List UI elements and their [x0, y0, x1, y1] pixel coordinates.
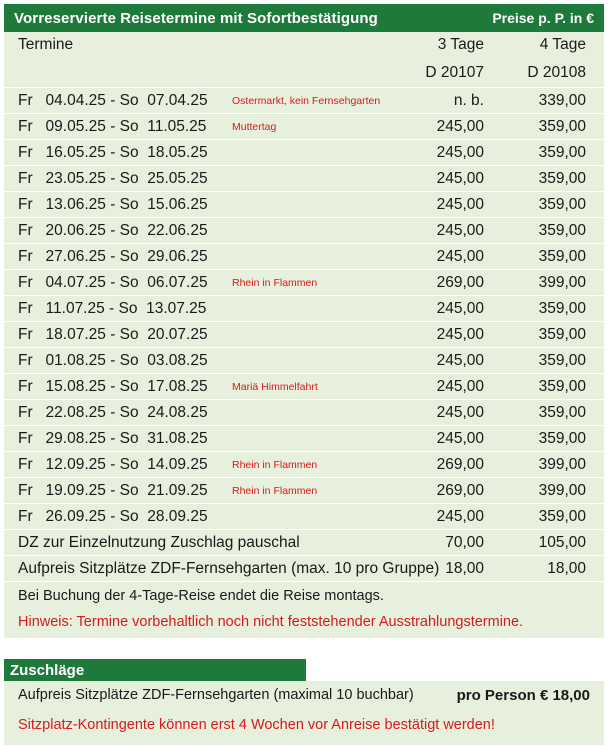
row-date: Fr 29.08.25 - So 31.08.25 [18, 429, 208, 447]
row-price-3-tage: 245,00 [436, 143, 484, 161]
table-title: Vorreservierte Reisetermine mit Sofortbestätigung [14, 9, 378, 27]
table-row [4, 374, 604, 400]
row-date: Fr 23.05.25 - So 25.05.25 [18, 169, 208, 187]
row-note: Mariä Himmelfahrt [232, 380, 318, 393]
row-price-3-tage: 269,00 [436, 273, 484, 291]
row-price-4-tage: 359,00 [538, 247, 586, 265]
price-note: Preise p. P. in € [492, 10, 594, 26]
table-row [4, 426, 604, 452]
row-price-3-tage: 245,00 [436, 169, 484, 187]
row-price-3-tage: 245,00 [436, 325, 484, 343]
extra-price-3: 70,00 [445, 533, 484, 551]
row-price-3-tage: 269,00 [436, 455, 484, 473]
zuschlaege-label: Aufpreis Sitzplätze ZDF-Fernsehgarten (maximal 10 buchbar) [18, 687, 414, 703]
row-price-3-tage: 245,00 [436, 429, 484, 447]
table-row [4, 452, 604, 478]
row-date: Fr 27.06.25 - So 29.06.25 [18, 247, 208, 265]
zuschlaege-line [4, 681, 604, 707]
table-header-bar [4, 4, 604, 32]
column-termine: Termine [18, 36, 74, 53]
column-3-tage: 3 Tage [437, 36, 484, 53]
row-note: Ostermarkt, kein Fernsehgarten [232, 94, 381, 107]
table-row [4, 192, 604, 218]
row-price-4-tage: 359,00 [538, 377, 586, 395]
hinweis-note: Hinweis: Termine vorbehaltlich noch nicht feststehender Ausstrahlungstermine. [18, 614, 524, 630]
booking-note: Bei Buchung der 4-Tage-Reise endet die Reise montags. [18, 588, 384, 604]
row-price-3-tage: 245,00 [436, 195, 484, 213]
zuschlaege-header: Zuschläge [4, 659, 306, 681]
row-price-4-tage: 359,00 [538, 429, 586, 447]
table-row [4, 244, 604, 270]
row-date: Fr 26.09.25 - So 28.09.25 [18, 507, 208, 525]
table-row [4, 114, 604, 140]
table-row [4, 296, 604, 322]
extra-row-einzelnutzung [4, 530, 604, 556]
row-price-3-tage: 245,00 [436, 377, 484, 395]
row-price-3-tage: n. b. [453, 91, 484, 109]
row-price-4-tage: 359,00 [538, 403, 586, 421]
table-row [4, 504, 604, 530]
code-4-tage: D 20108 [527, 63, 586, 81]
row-price-4-tage: 359,00 [538, 325, 586, 343]
row-price-4-tage: 399,00 [538, 455, 586, 473]
zuschlaege-body [4, 681, 604, 745]
row-date: Fr 22.08.25 - So 24.08.25 [18, 403, 208, 421]
extra-row-sitzplaetze [4, 556, 604, 582]
row-date: Fr 11.07.25 - So 13.07.25 [18, 299, 207, 317]
column-code-row [4, 58, 604, 88]
row-price-3-tage: 245,00 [436, 299, 484, 317]
row-price-3-tage: 245,00 [436, 117, 484, 135]
row-date: Fr 04.04.25 - So 07.04.25 [18, 91, 208, 109]
row-date: Fr 12.09.25 - So 14.09.25 [18, 455, 208, 473]
table-row [4, 400, 604, 426]
table-row [4, 140, 604, 166]
row-price-3-tage: 245,00 [436, 351, 484, 369]
row-price-4-tage: 359,00 [538, 169, 586, 187]
extra-label: DZ zur Einzelnutzung Zuschlag pauschal [18, 533, 300, 551]
row-price-4-tage: 399,00 [538, 273, 586, 291]
row-price-3-tage: 245,00 [436, 507, 484, 525]
row-date: Fr 19.09.25 - So 21.09.25 [18, 481, 208, 499]
code-3-tage: D 20107 [425, 63, 484, 81]
row-note: Muttertag [232, 120, 277, 133]
column-header-row [4, 32, 604, 58]
row-date: Fr 16.05.25 - So 18.05.25 [18, 143, 208, 161]
row-note: Rhein in Flammen [232, 276, 318, 289]
row-price-4-tage: 359,00 [538, 143, 586, 161]
row-price-3-tage: 245,00 [436, 247, 484, 265]
extra-price-3: 18,00 [445, 559, 484, 577]
row-price-3-tage: 269,00 [436, 481, 484, 499]
row-price-3-tage: 245,00 [436, 403, 484, 421]
table-row [4, 348, 604, 374]
row-price-4-tage: 359,00 [538, 117, 586, 135]
row-note: Rhein in Flammen [232, 458, 318, 471]
column-4-tage: 4 Tage [539, 36, 586, 53]
row-price-4-tage: 359,00 [538, 507, 586, 525]
extra-price-4: 18,00 [547, 559, 586, 577]
price-table [4, 4, 604, 638]
table-row [4, 322, 604, 348]
row-date: Fr 20.06.25 - So 22.06.25 [18, 221, 208, 239]
row-date: Fr 15.08.25 - So 17.08.25 [18, 377, 208, 395]
date-rows [4, 88, 604, 530]
row-price-3-tage: 245,00 [436, 221, 484, 239]
row-date: Fr 18.07.25 - So 20.07.25 [18, 325, 208, 343]
table-row [4, 88, 604, 114]
row-price-4-tage: 359,00 [538, 299, 586, 317]
row-price-4-tage: 339,00 [538, 91, 586, 109]
table-row [4, 478, 604, 504]
table-row [4, 218, 604, 244]
row-price-4-tage: 359,00 [538, 351, 586, 369]
row-price-4-tage: 399,00 [538, 481, 586, 499]
row-date: Fr 01.08.25 - So 03.08.25 [18, 351, 208, 369]
zuschlaege-warning: Sitzplatz-Kontingente können erst 4 Wochen vor Anreise bestätigt werden! [18, 717, 495, 733]
row-price-4-tage: 359,00 [538, 195, 586, 213]
row-date: Fr 13.06.25 - So 15.06.25 [18, 195, 208, 213]
extra-price-4: 105,00 [538, 533, 586, 551]
table-row [4, 166, 604, 192]
row-date: Fr 04.07.25 - So 06.07.25 [18, 273, 208, 291]
row-price-4-tage: 359,00 [538, 221, 586, 239]
row-note: Rhein in Flammen [232, 484, 318, 497]
table-row [4, 270, 604, 296]
zuschlaege-price: pro Person € 18,00 [456, 686, 590, 704]
extra-label: Aufpreis Sitzplätze ZDF-Fernsehgarten (max. 10 pro Gruppe) [18, 559, 440, 577]
row-date: Fr 09.05.25 - So 11.05.25 [18, 117, 207, 135]
